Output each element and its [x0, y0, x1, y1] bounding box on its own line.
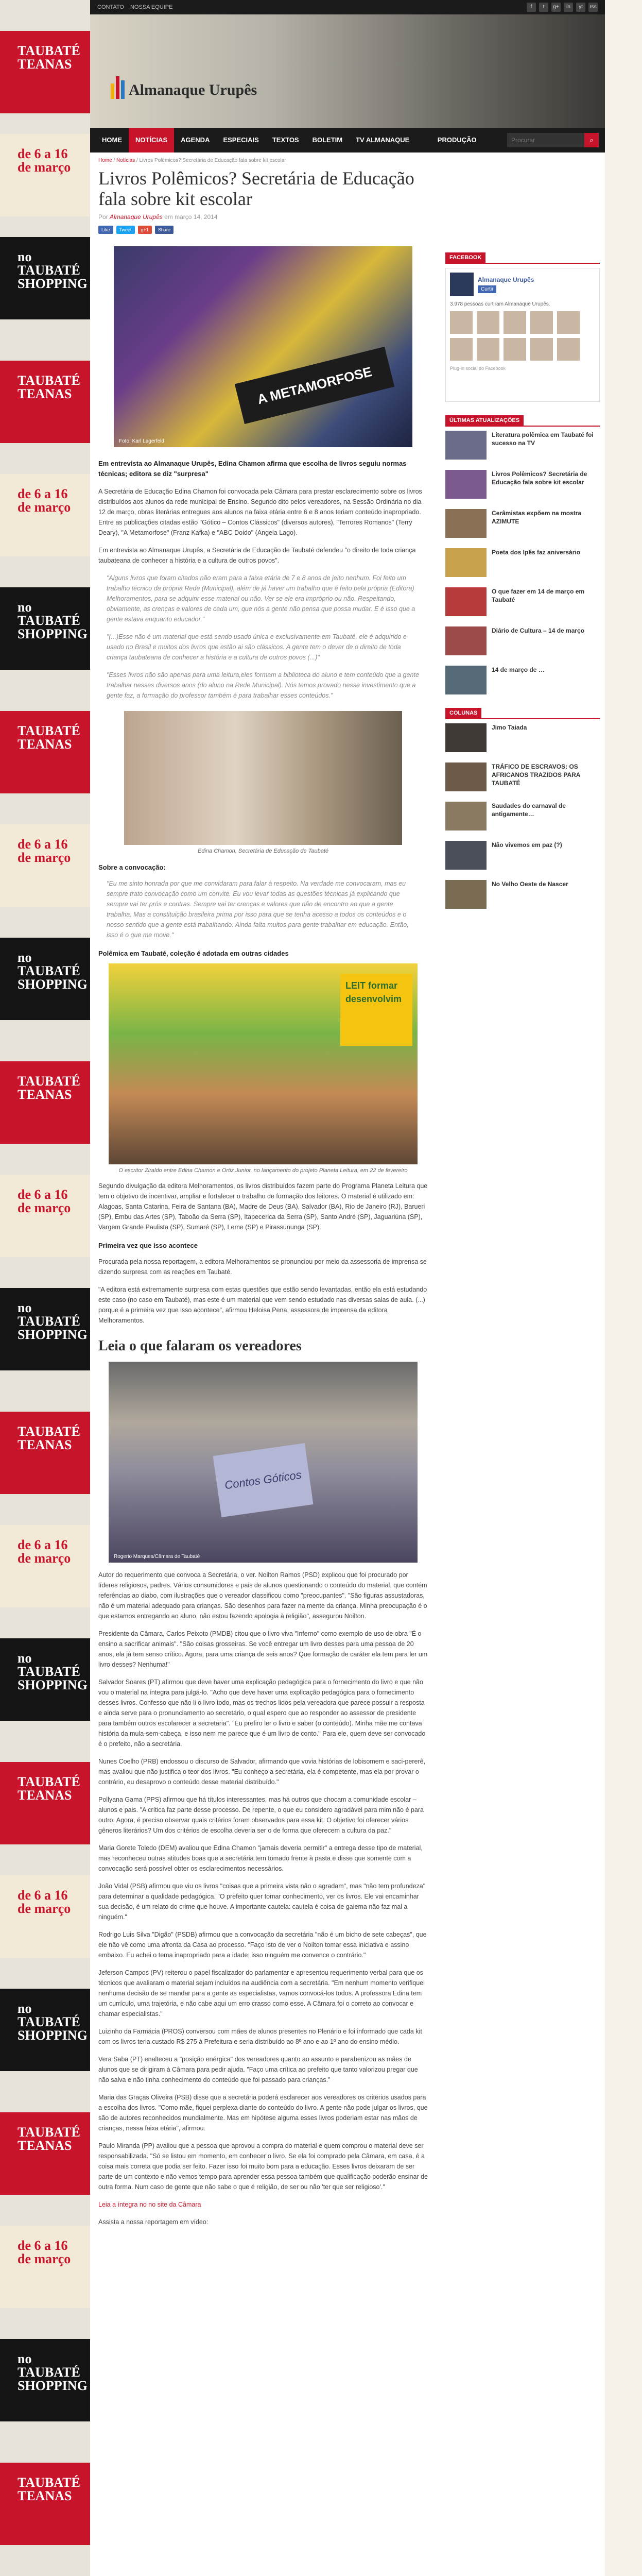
- book-cover-title: A METAMORFOSE: [235, 347, 394, 424]
- post-date: em março 14, 2014: [164, 213, 218, 221]
- news-title: Livros Polêmicos? Secretária de Educação fala sobre kit escolar: [492, 470, 587, 486]
- news-thumb: [445, 509, 487, 538]
- byline-prefix: Por: [98, 213, 108, 221]
- search-input[interactable]: [507, 137, 584, 144]
- breadcrumb-current: Livros Polêmicos? Secretária de Educação fala sobre kit escolar: [139, 158, 286, 163]
- ad-band: TAUBATÉ TEANAS: [0, 361, 90, 443]
- article-paragraph: A Secretária de Educação Edina Chamon foi convocada pela Câmara para prestar esclarecimento sobre os livros distribuídos aos alunos da rede municipal de Ensino. Segundo dito pelos vereadores, na Sessão Ordinária no dia 12 de março, obras literárias entregues aos alunos na faixa etária entre 6 e 8 anos teriam conteúdo inapropriado. Entre as publicações citadas estão "Gótico – Contos Clássicos" (diversos autores), "Terrores Romanos" (Terry Deary), "A Metamorfose" (Franz Kafka) e "ABC Doido" (Angela Lago).: [98, 488, 422, 536]
- article-quote: "Esses livros não são apenas para uma leitura,eles formam a biblioteca do aluno e tem conteúdo que a gente trabalhar nesses diversos anos (do aluno na Rede Municipal). Nós temos provado nesse investimento que a gente faz, a formação do professor também é para trabalhar esses conteúdos.": [107, 671, 419, 699]
- news-thumb: [445, 626, 487, 655]
- news-title: TRÁFICO DE ESCRAVOS: OS AFRICANOS TRAZIDOS PARA TAUBATÉ: [492, 763, 580, 787]
- news-thumb: [445, 470, 487, 499]
- vereador-paragraph: Maria Gorete Toledo (DEM) avaliou que Edina Chamon "jamais deveria permitir" a entrega desse tipo de material, mas reconheceu outras atitudes boas que a secretária tem tomado frente à pasta e disse que somente com a convocação será possível obter os esclarecimentos necessários.: [98, 1844, 423, 1872]
- photo-caption: Edina Chamon, Secretária de Educação de Taubaté: [198, 848, 328, 854]
- article: [98, 168, 428, 2227]
- youtube-icon[interactable]: yt: [576, 3, 585, 12]
- nav-agenda[interactable]: AGENDA: [181, 136, 210, 144]
- nav-noticias[interactable]: NOTÍCIAS: [129, 128, 174, 152]
- closing-text: Assista a nossa reportagem em vídeo:: [98, 2218, 209, 2226]
- news-thumb: [445, 880, 487, 909]
- fb-like-count: 3.978 pessoas curtiram Almanaque Urupês.: [450, 301, 550, 307]
- photo-ziraldo: [109, 963, 418, 1174]
- ad-band: no TAUBATÉ SHOPPING: [0, 587, 90, 670]
- share-button[interactable]: Share: [155, 226, 173, 234]
- latest-item[interactable]: [445, 548, 600, 577]
- photo-edina: [124, 711, 402, 854]
- nav-producao[interactable]: PRODUÇÃO CULTURAL: [437, 136, 477, 168]
- ad-band: TAUBATÉ TEANAS: [0, 711, 90, 793]
- fan-avatar[interactable]: [477, 311, 499, 334]
- fb-plugin-label: Plug-in social do Facebook: [450, 366, 506, 371]
- vereador-paragraph: Presidente da Câmara, Carlos Peixoto (PMDB) citou que o livro viva "Inferno" como exemplo de uso de obra "É o ensino a sacrificar animais". "São coisas grosseiras. Se você entregar um livro desses para uma pessoa de 20 anos, ela já tem senso crítico. Agora, para uma criança de seis anos? Que formação de caráter ela tem para ler um livro desses? Nenhuma!": [98, 1630, 428, 1668]
- top-bar: [90, 0, 605, 14]
- ad-band: de 6 a 16 de março: [0, 824, 90, 907]
- ziraldo-image: [109, 963, 418, 1164]
- news-title: Literatura polêmica em Taubaté foi sucesso na TV: [492, 431, 594, 447]
- photo-books: [114, 246, 412, 447]
- article-quote: "Eu me sinto honrada por que me convidaram para falar à respeito. Na verdade me convocaram, mas eu sempre trato convocação como um convite. Eu vou levar todas as questões técnicas já explicando que sempre vai ter prós e contras. Sempre vai ter crenças e valores que não de encontro ao que a gente trabalha. Mas a constituição brasileira prima por isso para que se tenha acesso a todos os conteúdos e o nosso sentido que a gente está trabalhando. Ainda falta muitos para gente trabalhar em educação. Então, isso é o que me move.": [107, 880, 409, 939]
- latest-item[interactable]: [445, 470, 600, 499]
- latest-item[interactable]: [445, 666, 600, 694]
- news-thumb: [445, 666, 487, 694]
- news-thumb: [445, 587, 487, 616]
- editora-heading: Primeira vez que isso acontece: [98, 1242, 198, 1249]
- fb-faces: [450, 311, 595, 361]
- widget-divider: [445, 426, 600, 427]
- logo-text: Almanaque Urupês: [129, 81, 257, 98]
- ad-band: de 6 a 16 de março: [0, 134, 90, 216]
- news-title: Jimo Taiada: [492, 724, 527, 731]
- news-title: Não vivemos em paz (?): [492, 841, 562, 849]
- news-title: Cerâmistas expõem na mostra AZIMUTE: [492, 510, 582, 525]
- vereador-paragraph: Nunes Coelho (PRB) endossou o discurso de Salvador, afirmando que vovia histórias de lobisomem e saci-pererê, mas avaliou que não justifica o teor dos livros. "Eu conheço a secretária, ela é competente, mas ela por provar o contrário, eu desaprovo o conteúdo desse material distribuído.": [98, 1758, 426, 1786]
- site-header: [90, 14, 605, 128]
- vereador-paragraph: Salvador Soares (PT) afirmou que deve haver uma explicação pedagógica para o fornecimento do livro e que não vou o material na íntegra para julgá-lo. "Acho que deve haver uma explicação pedagógica para o fornecimento desses livros. Confesso que não li o livro todo, mas os trechos lidos pela vereadora que parece possuir a resposta e ainda serve para o pronunciamento ao secretário, o qual espero que ao responder ao assessor de presidente para também outros escolarecer a secretaria". "Eu prefiro ler o livro e saber (o conteúdo). Minha mãe me contava história da mula-sem-cabeça, e isso nem me parece que é um livro de conto." Para ele, quem deve ser convocado é o prefeito, não a secretária.: [98, 1679, 426, 1748]
- tweet-button[interactable]: Tweet: [116, 226, 135, 234]
- vereador-paragraph: Vera Saba (PT) enalteceu a "posição enérgica" dos vereadores quanto ao assunto e parabenizou as mães de alunos que se dirigiram à Câmara para pedir ajuda. "Faço uma crítica ao prefeito que tanto valorizou pregar que não salva e não tinha conhecimento do conteúdo que foi passado para crianças.": [98, 2056, 418, 2083]
- article-paragraph: Procurada pela nossa reportagem, a editora Melhoramentos se pronunciou por meio da assessoria de imprensa se dizendo surpresa com as reações em Taubaté.: [98, 1258, 427, 1276]
- vereador-paragraph: Jeferson Campos (PV) reiterou o papel fiscalizador do parlamentar e apresentou requerimento verbal para que os técnicos que avaliaram o material sejam incluídos na audiência com a secretária. "Em nenhum momento verifiquei nenhuma decisão de se mandar para a gente as especialistas, vamos convocá-los todos. A professora Edina tem um currículo, uma trajetória, e não cabe aqui um erro crasso como esse. A Câmara foi o correto ao convocar e chamar especialistas.": [98, 1969, 425, 2018]
- news-thumb: [445, 762, 487, 791]
- vereador-paragraph: João Vidal (PSB) afirmou que viu os livros "coisas que a primeira vista não o agradam", mas "não tem profundeza" para determinar a qualidade pedagógica. "O prefeito quer tomar conhecimento, ver os livros. Ele vai encaminhar sua decisão, é um relato do crime que houve. A importante cautela: cautela é coisa de gaiema não faz mal a ninguém.": [98, 1883, 426, 1921]
- widget-divider: [445, 718, 600, 719]
- ad-band: de 6 a 16 de março: [0, 1175, 90, 1257]
- fan-avatar[interactable]: [504, 311, 526, 334]
- coluna-item[interactable]: [445, 723, 600, 752]
- page-avatar[interactable]: [450, 273, 474, 296]
- logo-mark-icon: [111, 76, 125, 99]
- ad-band: TAUBATÉ TEANAS: [0, 1061, 90, 1144]
- fan-avatar[interactable]: [557, 338, 580, 361]
- page-container: [90, 0, 605, 2576]
- fan-avatar[interactable]: [557, 311, 580, 334]
- read-more-link[interactable]: Leia a íntegra no no site da Câmara: [98, 2201, 201, 2208]
- article-lead: Em entrevista ao Almanaque Urupês, Edina Chamon afirma que escolha de livros seguiu normas técnicas; editora se diz "surpresa": [98, 460, 407, 478]
- article-paragraph: "A editora está extremamente surpresa com estas questões que estão sendo levantadas, então ela está estudando este caso (no caso em Taubaté), mas este é um material que vem sendo estudado nas diversas salas de aula. (...) porque é a primeira vez que isso acontece", afirmou Heloisa Pena, assessora de imprensa da editora Melhoramentos.: [98, 1286, 427, 1324]
- news-thumb: [445, 841, 487, 870]
- photo-credit: Rogerio Marques/Câmara de Taubaté: [114, 1554, 200, 1560]
- vereadores-heading: Leia o que falaram os vereadores: [98, 1338, 302, 1354]
- vereador-paragraph: Luizinho da Farmácia (PROS) conversou com mães de alunos presentes no Plenário e foi informado que cada kit com os livros teria custado R$ 275 à Prefeitura e seria distribuído ao 8º ano e ao 1º ano do ensino médio.: [98, 2028, 422, 2045]
- book-held-title: Contos Góticos: [213, 1443, 314, 1517]
- search-icon[interactable]: ⌕: [584, 133, 599, 147]
- news-thumb: [445, 802, 487, 831]
- ad-band: TAUBATÉ TEANAS: [0, 2112, 90, 2195]
- camara-image: [109, 1362, 418, 1563]
- vereador-paragraph: Maria das Graças Oliveira (PSB) disse que a secretária poderá esclarecer aos vereadores os critérios usados para a escolha dos livros. "Como mãe, fiquei perplexa diante do conteúdo do livro. A gente não pode julgar os livros, que são de autores reconhecidos mundialmente. Mas em hipótese alguma esses livros poderiam estar nas mãos de crianças, nessa faixa etária", afirmou.: [98, 2094, 428, 2132]
- breadcrumb-home[interactable]: Home: [98, 158, 112, 163]
- ad-band: no TAUBATÉ SHOPPING: [0, 1638, 90, 1721]
- colunas-widget-title: COLUNAS: [445, 708, 481, 718]
- fb-like-button[interactable]: Curtir: [478, 285, 496, 293]
- side-ad-left[interactable]: [0, 0, 90, 2576]
- coluna-item[interactable]: [445, 841, 600, 870]
- coluna-item[interactable]: [445, 880, 600, 909]
- vereador-paragraph: Rodrigo Luis Silva "Digão" (PSDB) afirmou que a convocação da secretária "não é um bicho de sete cabeças", que ele não vê como uma afronta da Casa ao processo. "Faço isto de ver o Noilton tomar essa iniciativa e assino embaixo. Eu achei o tema inapropriado para a idade; isso ninguém me convence o contrário.": [98, 1931, 427, 1959]
- ad-band: TAUBATÉ TEANAS: [0, 31, 90, 113]
- rss-icon[interactable]: rss: [588, 3, 598, 12]
- latest-item[interactable]: [445, 587, 600, 616]
- latest-widget-title: ÚLTIMAS ATUALIZAÇÕES: [445, 415, 524, 426]
- news-thumb: [445, 723, 487, 752]
- article-quote: "(...)Esse não é um material que está sendo usado única e exclusivamente em Taubaté, ele é adquirido e usado no Brasil e muitos dos livros que estão ai são clássicos. A gente tem o dever de o direito de toda criança taubateana de conhecer a história e a cultura de outros povos (...)": [107, 633, 407, 661]
- facebook-widget-title: FACEBOOK: [445, 252, 485, 263]
- fan-avatar[interactable]: [530, 338, 553, 361]
- news-title: Poeta dos Ipês faz aniversário: [492, 549, 581, 556]
- coluna-item[interactable]: [445, 762, 600, 791]
- linkedin-icon[interactable]: in: [564, 3, 573, 12]
- ad-band: de 6 a 16 de março: [0, 1525, 90, 1607]
- coluna-item[interactable]: [445, 802, 600, 831]
- photo-camara: [109, 1362, 418, 1563]
- fb-like-button[interactable]: Like: [98, 226, 113, 234]
- news-title: 14 de março de …: [492, 666, 545, 673]
- ad-band: no TAUBATÉ SHOPPING: [0, 1288, 90, 1370]
- nav-especiais[interactable]: ESPECIAIS: [223, 136, 259, 144]
- ad-band: TAUBATÉ TEANAS: [0, 2463, 90, 2545]
- equipe-link[interactable]: NOSSA EQUIPE: [130, 4, 173, 10]
- byline: [98, 213, 428, 221]
- books-image: [114, 246, 412, 447]
- news-title: O que fazer em 14 de março em Taubaté: [492, 588, 585, 603]
- article-paragraph: Segundo divulgação da editora Melhoramentos, os livros distribuídos fazem parte do Programa Planeta Leitura que tem o objetivo de incentivar, ampliar e fortalecer o trabalho de formação dos leitores. O material é utilizado em: Alagoas, Santa Catarina, Feira de Santana (BA), Madre de Deus (BA), Salvador (BA), Rio de Janeiro (RJ), Barueri (SP), Embu das Artes (SP), Taboão da Serra (SP), Itapecerica da Serra (SP), Santo André (SP), Jaguariúna (SP), Vargem Grande Paulista (SP), Sumaré (SP), Leme (SP) e Pirassununga (SP).: [98, 1182, 428, 1231]
- nav-tv[interactable]: TV ALMANAQUE URUPÊS: [356, 136, 410, 168]
- ad-band: de 6 a 16 de março: [0, 2226, 90, 2308]
- latest-item[interactable]: [445, 626, 600, 655]
- fan-avatar[interactable]: [477, 338, 499, 361]
- edina-image: [124, 711, 402, 845]
- ad-band: TAUBATÉ TEANAS: [0, 1412, 90, 1494]
- facebook-icon[interactable]: f: [527, 3, 536, 12]
- twitter-icon[interactable]: t: [539, 3, 548, 12]
- search-box: [507, 133, 599, 147]
- article-title: Livros Polêmicos? Secretária de Educação fala sobre kit escolar: [98, 168, 414, 209]
- convocacao-heading: Sobre a convocação:: [98, 863, 166, 871]
- facebook-box: [445, 268, 600, 402]
- vereador-paragraph: Autor do requerimento que convoca a Secretária, o ver. Noilton Ramos (PSD) explicou que foi procurado por líderes religiosos, padres. Vários consumidores e pais de alunos questionando o conteúdo do material, que contém referências ao diabo, com ilustrações que o vereador classificou como "preocupantes". "São figuras assustadoras, não é um material adequado para crianças. São desenhos para fazer na mente da criança. Minha preocupação é o que estamos entregando ao aluno, não estou fazendo apologia à religião", assegurou Noilton.: [98, 1571, 427, 1620]
- news-thumb: [445, 431, 487, 460]
- share-buttons: [98, 226, 428, 234]
- ad-band: no TAUBATÉ SHOPPING: [0, 938, 90, 1020]
- nav-boletim[interactable]: BOLETIM: [312, 136, 343, 144]
- site-logo[interactable]: [111, 76, 257, 99]
- polemica-heading: Polêmica em Taubaté, coleção é adotada em outras cidades: [98, 950, 289, 957]
- fan-avatar[interactable]: [450, 338, 473, 361]
- breadcrumb-section[interactable]: Notícias: [116, 158, 135, 163]
- news-title: Saudades do carnaval de antigamente…: [492, 802, 566, 818]
- news-title: Diário de Cultura – 14 de março: [492, 627, 585, 634]
- author-link[interactable]: Almanaque Urupês: [110, 213, 163, 221]
- fan-avatar[interactable]: [450, 311, 473, 334]
- vereador-paragraph: Pollyana Gama (PPS) afirmou que há títulos interessantes, mas há outros que chocam a comunidade escolar – alunos e pais. "A crítica faz parte desse processo. De repente, o que eu considero agradável para mim não é para outro. Agora, é preciso observar quais critérios foram observados para essa kit. O objetivo foi oferecer vários gêneros literários? Um dos critérios de escolha deveria ser o de forma que oferecem a cultura da paz.": [98, 1796, 424, 1834]
- article-paragraph: Em entrevista ao Almanaque Urupês, a Secretária de Educação de Taubaté defendeu "o direito de toda criança taubateana de conhecer a história e a cultura de outros povos".: [98, 547, 416, 564]
- nav-textos[interactable]: TEXTOS: [272, 136, 299, 144]
- widget-divider: [445, 263, 600, 264]
- ad-band: de 6 a 16 de março: [0, 1875, 90, 1958]
- fb-page-name[interactable]: Almanaque Urupês: [478, 276, 534, 283]
- latest-item[interactable]: [445, 509, 600, 538]
- nav-home[interactable]: HOME: [102, 136, 122, 144]
- article-quote: "Alguns livros que foram citados não eram para a faixa etária de 7 e 8 anos de jeito nenhum. Foi feito um trabalho técnico da própria Rede (Municipal), além de já haver um trabalho que é feito pela própria (Editora) Melhoramentos, para se adquirir esse material ou não. Ver se ele era impróprio ou não. Respeitando, obviamente, as crenças e valores de cada um, que nós a gente não pensa que possa mudar. E é isso que a gente estava enquanto educador.": [107, 574, 415, 623]
- vereador-paragraph: Paulo Miranda (PP) avaliou que a pessoa que aprovou a compra do material e quem comprou o material deve ser responsabilizada. "Só se listou em momento, em conhecer o livro. Se ela foi comprado pela Câmara, em casa, é a coisa mais correta que podia ser feito. Fazer isso foi muito bom para a educação. Esses livros deixaram de ser parte de um contexto e não vemos tempo para aprender essa pessoa também que qualificação poderão ensinar de outra forma. Num caso de gente que não sabe o que é religião, de ser ou não 'ter que ser religioso'.": [98, 2142, 428, 2191]
- latest-item[interactable]: [445, 431, 600, 460]
- side-ad-right[interactable]: [605, 0, 642, 2576]
- fan-avatar[interactable]: [530, 311, 553, 334]
- ad-band: TAUBATÉ TEANAS: [0, 1762, 90, 1844]
- contato-link[interactable]: CONTATO: [97, 4, 124, 10]
- news-title: No Velho Oeste de Nascer: [492, 880, 568, 888]
- breadcrumb: Home / Notícias / Livros Polêmicos? Secretária de Educação fala sobre kit escolar: [98, 158, 286, 163]
- news-thumb: [445, 548, 487, 577]
- ad-band: no TAUBATÉ SHOPPING: [0, 1989, 90, 2071]
- banner-sign: LEIT formar desenvolvim: [340, 974, 412, 1046]
- social-links: [527, 3, 598, 12]
- googleplus-icon[interactable]: g+: [551, 3, 561, 12]
- photo-caption: O escritor Ziraldo entre Edina Chamon e Ortiz Junior, no lançamento do projeto Planeta Leitura, em 22 de fevereiro: [118, 1167, 408, 1174]
- fan-avatar[interactable]: [504, 338, 526, 361]
- sidebar: [445, 252, 600, 919]
- gplus-button[interactable]: g+1: [138, 226, 152, 234]
- ad-band: no TAUBATÉ SHOPPING: [0, 2339, 90, 2421]
- photo-credit: Foto: Karl Lagerfeld: [119, 438, 164, 444]
- ad-band: de 6 a 16 de março: [0, 474, 90, 556]
- ad-band: no TAUBATÉ SHOPPING: [0, 237, 90, 319]
